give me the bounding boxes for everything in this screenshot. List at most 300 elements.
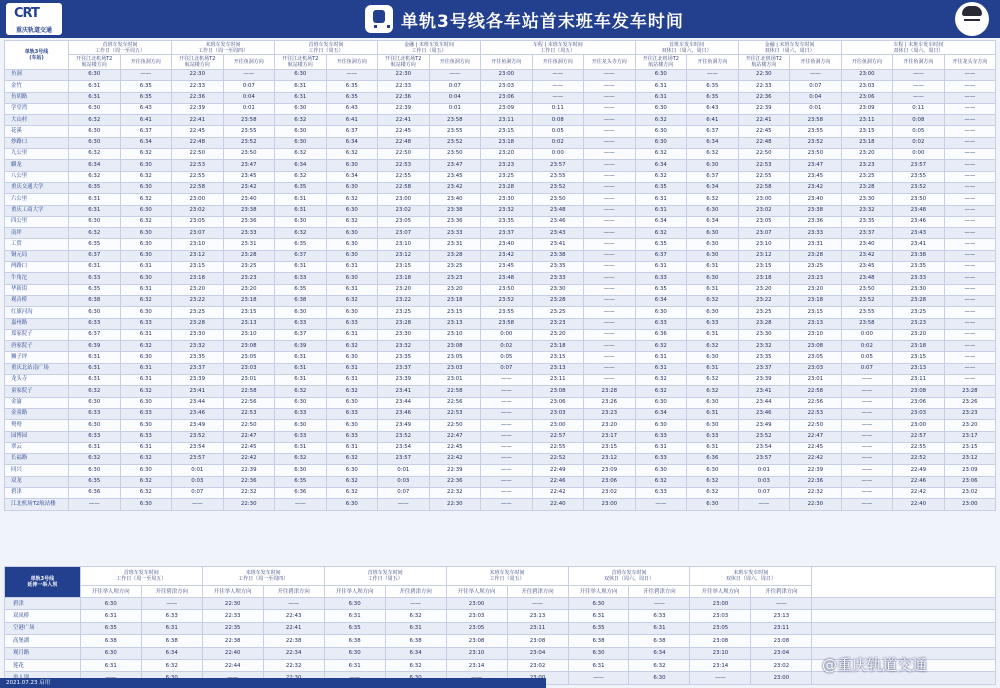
time-cell: —— bbox=[690, 672, 751, 684]
time-cell: 23:42 bbox=[223, 182, 275, 193]
time-cell: 22:50 bbox=[429, 420, 481, 431]
table-row bbox=[5, 442, 996, 453]
time-cell: 23:20 bbox=[429, 284, 481, 295]
time-cell: 23:02 bbox=[738, 205, 790, 216]
table-row bbox=[5, 329, 996, 340]
time-cell: 22:33 bbox=[378, 81, 430, 92]
time-cell: 6:30 bbox=[687, 205, 739, 216]
time-cell: 6:32 bbox=[326, 454, 378, 465]
time-cell: 0:05 bbox=[893, 126, 945, 137]
time-cell: 23:39 bbox=[172, 375, 224, 386]
table-row bbox=[5, 216, 996, 227]
table-row bbox=[5, 408, 996, 419]
time-cell: 22:50 bbox=[738, 149, 790, 160]
time-cell: 6:32 bbox=[120, 341, 172, 352]
time-cell: 6:31 bbox=[687, 329, 739, 340]
time-cell: 6:31 bbox=[326, 375, 378, 386]
time-cell: —— bbox=[841, 431, 893, 442]
time-cell: 23:06 bbox=[532, 397, 584, 408]
time-cell: 23:20 bbox=[481, 149, 533, 160]
time-cell: —— bbox=[944, 149, 996, 160]
time-cell: 23:28 bbox=[223, 250, 275, 261]
time-cell: 23:17 bbox=[584, 431, 636, 442]
main-timetable bbox=[4, 40, 996, 511]
station-name: 金童路 bbox=[5, 408, 69, 419]
time-cell: 23:05 bbox=[446, 622, 507, 634]
time-cell: 23:38 bbox=[790, 205, 842, 216]
time-cell: 23:02 bbox=[172, 205, 224, 216]
time-cell: 23:05 bbox=[378, 216, 430, 227]
time-cell: 6:30 bbox=[635, 420, 687, 431]
time-cell: —— bbox=[738, 499, 790, 510]
time-cell: 23:00 bbox=[584, 499, 636, 510]
time-cell: —— bbox=[687, 70, 739, 81]
time-cell: 6:34 bbox=[687, 137, 739, 148]
time-cell: 6:34 bbox=[635, 295, 687, 306]
time-cell: —— bbox=[944, 352, 996, 363]
time-cell: 23:17 bbox=[944, 431, 996, 442]
time-cell: 6:30 bbox=[324, 598, 385, 610]
time-cell: 0:11 bbox=[532, 103, 584, 114]
time-cell: 23:13 bbox=[751, 610, 812, 622]
time-cell: 6:36 bbox=[275, 487, 327, 498]
time-cell: 23:10 bbox=[790, 329, 842, 340]
time-cell: 23:18 bbox=[172, 273, 224, 284]
time-cell: 23:13 bbox=[790, 318, 842, 329]
time-cell: —— bbox=[584, 375, 636, 386]
time-cell: 6:36 bbox=[687, 454, 739, 465]
group-header: 末班车发车时间 工作日（周一至周四） bbox=[202, 567, 324, 586]
time-cell: 22:42 bbox=[429, 454, 481, 465]
time-cell: 6:37 bbox=[635, 250, 687, 261]
time-cell: 23:03 bbox=[429, 363, 481, 374]
time-cell: 6:34 bbox=[326, 171, 378, 182]
time-cell: 6:30 bbox=[326, 273, 378, 284]
time-cell: 22:40 bbox=[202, 647, 263, 659]
time-cell: —— bbox=[584, 182, 636, 193]
direction-header: 开往举人坝方向 bbox=[324, 586, 385, 598]
time-cell: 6:37 bbox=[275, 250, 327, 261]
time-cell: 22:55 bbox=[532, 442, 584, 453]
time-cell: —— bbox=[481, 487, 533, 498]
time-cell: 23:54 bbox=[738, 442, 790, 453]
time-cell: 6:33 bbox=[326, 431, 378, 442]
time-cell: 23:45 bbox=[481, 262, 533, 273]
time-cell: 22:47 bbox=[223, 431, 275, 442]
station-name: 八公里 bbox=[5, 171, 69, 182]
time-cell: 23:13 bbox=[532, 363, 584, 374]
time-cell: 22:58 bbox=[429, 386, 481, 397]
time-cell: 23:41 bbox=[378, 386, 430, 397]
table-row bbox=[5, 635, 996, 647]
time-cell: 6:31 bbox=[326, 284, 378, 295]
group-header: 首班车发车时间 工作日（周一至周五） bbox=[80, 567, 202, 586]
time-cell: 6:33 bbox=[141, 610, 202, 622]
time-cell: 6:33 bbox=[635, 318, 687, 329]
time-cell: 6:32 bbox=[69, 171, 121, 182]
time-cell: 23:15 bbox=[893, 352, 945, 363]
time-cell: 23:20 bbox=[738, 284, 790, 295]
time-cell: 6:35 bbox=[69, 182, 121, 193]
time-cell: —— bbox=[532, 70, 584, 81]
table-row bbox=[5, 70, 996, 81]
time-cell: 23:23 bbox=[223, 273, 275, 284]
time-cell: 23:30 bbox=[481, 194, 533, 205]
direction-header: 开往江北机场T2 航站楼方向 bbox=[275, 55, 327, 70]
time-cell: 23:50 bbox=[429, 149, 481, 160]
station-name: 重庆工商大学 bbox=[5, 205, 69, 216]
time-cell: 6:35 bbox=[120, 81, 172, 92]
time-cell: 23:48 bbox=[481, 273, 533, 284]
table-row bbox=[5, 397, 996, 408]
station-name: 空港广场 bbox=[5, 622, 81, 634]
time-cell: —— bbox=[841, 465, 893, 476]
mascot-icon bbox=[955, 2, 989, 36]
time-cell: 22:57 bbox=[893, 431, 945, 442]
time-cell: 23:08 bbox=[532, 386, 584, 397]
time-cell: 6:32 bbox=[69, 454, 121, 465]
time-cell: 6:30 bbox=[629, 672, 690, 684]
time-cell: 23:58 bbox=[790, 115, 842, 126]
station-name: 长福路 bbox=[5, 454, 69, 465]
time-cell: 22:47 bbox=[429, 431, 481, 442]
time-cell: 0:05 bbox=[841, 352, 893, 363]
time-cell: 6:32 bbox=[69, 115, 121, 126]
table-row bbox=[5, 318, 996, 329]
time-cell: 6:37 bbox=[687, 171, 739, 182]
time-cell: 6:30 bbox=[568, 647, 629, 659]
time-cell: —— bbox=[584, 250, 636, 261]
time-cell: 22:58 bbox=[172, 182, 224, 193]
time-cell: 0:04 bbox=[790, 92, 842, 103]
time-cell: 23:58 bbox=[223, 115, 275, 126]
time-cell: 22:52 bbox=[893, 454, 945, 465]
time-cell: 6:31 bbox=[141, 622, 202, 634]
time-cell: 23:39 bbox=[738, 375, 790, 386]
time-cell: 6:33 bbox=[275, 408, 327, 419]
time-cell: 23:08 bbox=[893, 386, 945, 397]
direction-header: 开往碧津方向 bbox=[263, 586, 324, 598]
time-cell: 6:35 bbox=[326, 81, 378, 92]
time-cell: —— bbox=[944, 262, 996, 273]
time-cell: 23:35 bbox=[738, 352, 790, 363]
time-cell: 6:30 bbox=[120, 499, 172, 510]
time-cell: 23:31 bbox=[429, 239, 481, 250]
time-cell: 6:32 bbox=[120, 194, 172, 205]
time-cell: 23:08 bbox=[429, 341, 481, 352]
time-cell: 6:35 bbox=[120, 92, 172, 103]
time-cell: 6:43 bbox=[326, 103, 378, 114]
empty-cell bbox=[812, 610, 996, 622]
time-cell: 23:42 bbox=[481, 250, 533, 261]
time-cell: 23:05 bbox=[223, 352, 275, 363]
time-cell: 22:45 bbox=[172, 126, 224, 137]
time-cell: —— bbox=[944, 160, 996, 171]
time-cell: 22:39 bbox=[790, 465, 842, 476]
time-cell: 6:31 bbox=[324, 610, 385, 622]
time-cell: 23:18 bbox=[738, 273, 790, 284]
table-row bbox=[5, 126, 996, 137]
time-cell: 6:30 bbox=[326, 307, 378, 318]
station-name: 重庆北站南广场 bbox=[5, 363, 69, 374]
time-cell: 23:41 bbox=[893, 239, 945, 250]
station-name: 双龙 bbox=[5, 476, 69, 487]
time-cell: 23:40 bbox=[223, 194, 275, 205]
time-cell: 22:33 bbox=[738, 81, 790, 92]
time-cell: 6:32 bbox=[629, 659, 690, 671]
empty-cell bbox=[812, 598, 996, 610]
station-name: 金渝 bbox=[5, 397, 69, 408]
time-cell: 23:10 bbox=[690, 647, 751, 659]
time-cell: 6:34 bbox=[687, 182, 739, 193]
time-cell: —— bbox=[481, 375, 533, 386]
table-row bbox=[5, 420, 996, 431]
station-name: 园博园 bbox=[5, 431, 69, 442]
footer-bar: 2021.07.23 启用 bbox=[0, 678, 546, 688]
time-cell: 23:37 bbox=[481, 228, 533, 239]
table-row bbox=[5, 352, 996, 363]
time-cell: 6:30 bbox=[326, 239, 378, 250]
time-cell: 23:58 bbox=[429, 115, 481, 126]
time-cell: 23:20 bbox=[893, 329, 945, 340]
time-cell: 23:55 bbox=[429, 126, 481, 137]
table-row bbox=[5, 194, 996, 205]
time-cell: 6:31 bbox=[120, 262, 172, 273]
time-cell: 6:30 bbox=[275, 137, 327, 148]
time-cell: 6:31 bbox=[629, 622, 690, 634]
time-cell: 6:33 bbox=[326, 318, 378, 329]
time-cell: —— bbox=[584, 228, 636, 239]
time-cell: 23:37 bbox=[738, 363, 790, 374]
station-name: 郑家院子 bbox=[5, 329, 69, 340]
direction-header: 开往碧津方向 bbox=[751, 586, 812, 598]
time-cell: 23:09 bbox=[841, 103, 893, 114]
time-cell: —— bbox=[481, 408, 533, 419]
time-cell: 23:06 bbox=[481, 92, 533, 103]
time-cell: 23:18 bbox=[429, 295, 481, 306]
time-cell: 23:22 bbox=[738, 295, 790, 306]
time-cell: 23:49 bbox=[378, 420, 430, 431]
time-cell: 6:30 bbox=[120, 250, 172, 261]
time-cell: 6:30 bbox=[687, 250, 739, 261]
time-cell: 0:07 bbox=[378, 487, 430, 498]
time-cell: 23:42 bbox=[790, 182, 842, 193]
time-cell: —— bbox=[944, 126, 996, 137]
time-cell: 22:53 bbox=[738, 160, 790, 171]
time-cell: 23:07 bbox=[378, 228, 430, 239]
time-cell: 6:32 bbox=[275, 149, 327, 160]
empty-cell bbox=[812, 635, 996, 647]
time-cell: 22:46 bbox=[893, 476, 945, 487]
time-cell: 6:31 bbox=[687, 363, 739, 374]
time-cell: 6:31 bbox=[275, 352, 327, 363]
time-cell: 6:30 bbox=[80, 598, 141, 610]
time-cell: 23:25 bbox=[172, 307, 224, 318]
time-cell: 6:35 bbox=[687, 81, 739, 92]
time-cell: 6:30 bbox=[635, 126, 687, 137]
time-cell: —— bbox=[481, 442, 533, 453]
time-cell: 22:55 bbox=[378, 171, 430, 182]
time-cell: 6:32 bbox=[275, 228, 327, 239]
time-cell: 6:31 bbox=[568, 610, 629, 622]
time-cell: 22:58 bbox=[378, 182, 430, 193]
time-cell: 6:31 bbox=[687, 442, 739, 453]
time-cell: —— bbox=[481, 431, 533, 442]
crt-logo bbox=[6, 3, 62, 35]
station-name: 江北机场T2航站楼 bbox=[5, 499, 69, 510]
time-cell: 6:30 bbox=[326, 499, 378, 510]
direction-header: 开往江北机场T2 航站楼方向 bbox=[378, 55, 430, 70]
group-header: 末班车发车时间 工作日（周一至周四） bbox=[172, 41, 275, 55]
time-cell: —— bbox=[841, 476, 893, 487]
time-cell: 6:35 bbox=[69, 284, 121, 295]
time-cell: 22:41 bbox=[378, 115, 430, 126]
time-cell: —— bbox=[841, 386, 893, 397]
time-cell: —— bbox=[120, 70, 172, 81]
time-cell: —— bbox=[584, 137, 636, 148]
time-cell: 23:10 bbox=[429, 329, 481, 340]
time-cell: 0:00 bbox=[893, 149, 945, 160]
time-cell: 23:41 bbox=[172, 386, 224, 397]
time-cell: 23:28 bbox=[429, 250, 481, 261]
time-cell: 22:58 bbox=[738, 182, 790, 193]
time-cell: 6:34 bbox=[120, 137, 172, 148]
time-cell: 23:05 bbox=[690, 622, 751, 634]
time-cell: 6:31 bbox=[635, 352, 687, 363]
time-cell: 23:02 bbox=[507, 659, 568, 671]
time-cell: 23:35 bbox=[841, 216, 893, 227]
time-cell: 0:08 bbox=[893, 115, 945, 126]
time-cell: 23:28 bbox=[944, 386, 996, 397]
time-cell: 6:38 bbox=[69, 295, 121, 306]
time-cell: 23:09 bbox=[944, 465, 996, 476]
direction-header: 开往江北机场T2 航站楼方向 bbox=[635, 55, 687, 70]
direction-header: 开往碧津方向 bbox=[385, 586, 446, 598]
station-name: 鸳鸯 bbox=[5, 420, 69, 431]
time-cell: 0:02 bbox=[532, 137, 584, 148]
direction-header: 开往龙头寺方向 bbox=[584, 55, 636, 70]
table-row bbox=[5, 598, 996, 610]
station-name: 高堡湖 bbox=[5, 635, 81, 647]
time-cell: 23:23 bbox=[944, 408, 996, 419]
time-cell: 6:30 bbox=[120, 160, 172, 171]
time-cell: 0:01 bbox=[223, 103, 275, 114]
time-cell: —— bbox=[584, 205, 636, 216]
time-cell: 6:43 bbox=[120, 103, 172, 114]
time-cell: 6:35 bbox=[275, 182, 327, 193]
time-cell: 6:30 bbox=[69, 137, 121, 148]
time-cell: 6:33 bbox=[687, 431, 739, 442]
time-cell: —— bbox=[584, 126, 636, 137]
time-cell: 23:55 bbox=[532, 171, 584, 182]
time-cell: 23:33 bbox=[532, 273, 584, 284]
time-cell: 22:49 bbox=[532, 465, 584, 476]
time-cell: 6:31 bbox=[385, 622, 446, 634]
time-cell: 22:50 bbox=[172, 149, 224, 160]
time-cell: 6:31 bbox=[275, 363, 327, 374]
time-cell: 23:15 bbox=[790, 307, 842, 318]
direction-header: 开往举人坝方向 bbox=[202, 586, 263, 598]
title-wrap bbox=[365, 4, 684, 34]
time-cell: 6:30 bbox=[120, 182, 172, 193]
time-cell: —— bbox=[584, 341, 636, 352]
time-cell: 22:38 bbox=[202, 635, 263, 647]
time-cell: —— bbox=[172, 499, 224, 510]
time-cell: 6:30 bbox=[568, 598, 629, 610]
table-row bbox=[5, 81, 996, 92]
group-header: 金融 | 末班车发车时间 工作日（周五） bbox=[378, 41, 481, 55]
time-cell: 23:45 bbox=[841, 262, 893, 273]
time-cell: 0:04 bbox=[429, 92, 481, 103]
time-cell: 23:03 bbox=[841, 81, 893, 92]
time-cell: 23:25 bbox=[532, 307, 584, 318]
time-cell: 23:12 bbox=[172, 250, 224, 261]
time-cell: 23:07 bbox=[172, 228, 224, 239]
time-cell: 6:30 bbox=[120, 205, 172, 216]
time-cell: 23:02 bbox=[751, 659, 812, 671]
time-cell: —— bbox=[944, 171, 996, 182]
time-cell: 6:35 bbox=[635, 182, 687, 193]
time-cell: 23:03 bbox=[790, 363, 842, 374]
time-cell: —— bbox=[944, 182, 996, 193]
time-cell: —— bbox=[944, 318, 996, 329]
time-cell: 23:57 bbox=[532, 160, 584, 171]
time-cell: 23:57 bbox=[738, 454, 790, 465]
time-cell: 6:35 bbox=[80, 622, 141, 634]
time-cell: 23:15 bbox=[944, 442, 996, 453]
time-cell: 23:43 bbox=[532, 228, 584, 239]
time-cell: 6:35 bbox=[687, 92, 739, 103]
time-cell: 6:31 bbox=[120, 442, 172, 453]
time-cell: 23:54 bbox=[172, 442, 224, 453]
time-cell: 6:30 bbox=[635, 465, 687, 476]
time-cell: 6:31 bbox=[275, 205, 327, 216]
time-cell: —— bbox=[584, 115, 636, 126]
time-cell: 6:32 bbox=[635, 375, 687, 386]
time-cell: 23:35 bbox=[378, 352, 430, 363]
time-cell: 23:32 bbox=[738, 341, 790, 352]
time-cell: 23:14 bbox=[446, 659, 507, 671]
time-cell: 6:30 bbox=[326, 397, 378, 408]
time-cell: 6:31 bbox=[120, 284, 172, 295]
time-cell: 6:30 bbox=[326, 228, 378, 239]
time-cell: 23:35 bbox=[481, 216, 533, 227]
time-cell: 6:30 bbox=[69, 465, 121, 476]
time-cell: 6:31 bbox=[80, 659, 141, 671]
time-cell: 23:40 bbox=[841, 239, 893, 250]
time-cell: 23:52 bbox=[429, 137, 481, 148]
time-cell: 6:30 bbox=[326, 205, 378, 216]
time-cell: 6:38 bbox=[324, 635, 385, 647]
time-cell: 6:30 bbox=[635, 397, 687, 408]
time-cell: 6:38 bbox=[568, 635, 629, 647]
time-cell: 23:01 bbox=[429, 375, 481, 386]
time-cell: 6:33 bbox=[635, 487, 687, 498]
time-cell: 6:32 bbox=[687, 295, 739, 306]
time-cell: 23:13 bbox=[429, 318, 481, 329]
direction-header: 开往碧津方向 bbox=[629, 586, 690, 598]
time-cell: —— bbox=[944, 250, 996, 261]
station-name: 红旗河沟 bbox=[5, 307, 69, 318]
time-cell: 6:32 bbox=[687, 476, 739, 487]
time-cell: —— bbox=[568, 672, 629, 684]
time-cell: 23:06 bbox=[584, 476, 636, 487]
time-cell: 23:38 bbox=[893, 250, 945, 261]
time-cell: 6:30 bbox=[687, 499, 739, 510]
time-cell: 22:36 bbox=[429, 476, 481, 487]
time-cell: 23:00 bbox=[532, 420, 584, 431]
time-cell: 6:35 bbox=[275, 284, 327, 295]
